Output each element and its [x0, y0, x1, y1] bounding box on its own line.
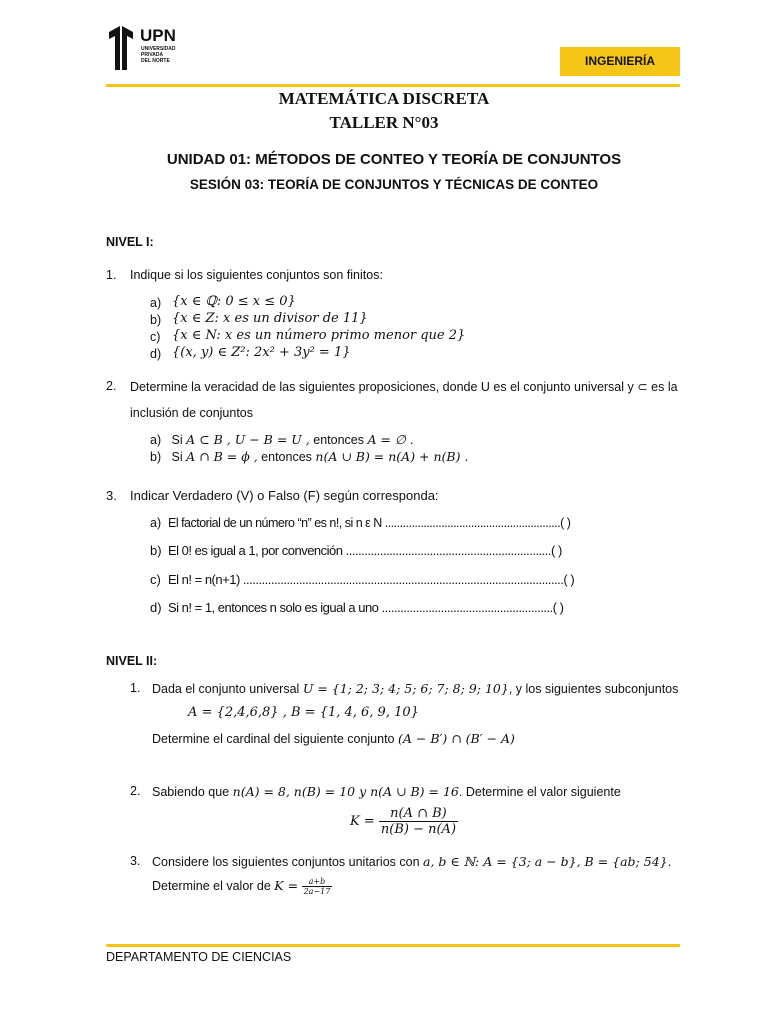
- n2-q1-text: Dada el conjunto universal U = {1; 2; 3; 4; 5; 6; 7; 8; 9; 10}, y los siguientes subconjuntos: [152, 681, 679, 696]
- q1-number: 1.: [106, 268, 117, 282]
- q3-item-label: a): [150, 516, 162, 530]
- n2-q1-number: 1.: [130, 681, 141, 695]
- n2-q1-sets: A = {2,4,6,8} , B = {1, 4, 6, 9, 10}: [188, 705, 419, 720]
- n2-q2-number: 2.: [130, 784, 141, 798]
- n2-q3-number: 3.: [130, 854, 141, 868]
- q1-item-label: b): [150, 313, 162, 327]
- footer-department: DEPARTAMENTO DE CIENCIAS: [106, 950, 292, 964]
- workshop-title: TALLER N°03: [329, 113, 439, 132]
- q1-item-label: a): [150, 296, 162, 310]
- faculty-badge: INGENIERÍA: [560, 47, 680, 76]
- q3-item-text: El factorial de un número “n” es n!, si n ε N ...........................................................( ): [168, 516, 571, 530]
- unit-title: UNIDAD 01: MÉTODOS DE CONTEO Y TEORÍA DE CONJUNTOS: [166, 151, 622, 168]
- q1-item-expr: {x ∈ N: x es un número primo menor que 2}: [172, 328, 466, 343]
- n2-q1-ask: Determine el cardinal del siguiente conjunto (A − B′) ∩ (B′ − A): [152, 731, 515, 746]
- q3-number: 3.: [106, 488, 117, 503]
- q3-item-text: El n! = n(n+1) .......................................................................................................( ): [168, 572, 575, 587]
- level1-heading: NIVEL I:: [106, 235, 154, 249]
- q2-text-cont: inclusión de conjuntos: [130, 406, 253, 420]
- q1-item-label: c): [150, 330, 161, 344]
- q3-item-label: c): [150, 572, 161, 587]
- q3-item-text: Si n! = 1, entonces n solo es igual a uno .......................................................( ): [168, 600, 564, 615]
- q2-number: 2.: [106, 379, 117, 393]
- n2-q3-ask: Determine el valor de K = $\frac{a+b}{2a-17}$: [152, 877, 331, 896]
- q3-item-label: d): [150, 600, 162, 615]
- n2-q3-text: Considere los siguientes conjuntos unitarios con a, b ∈ ℕ: A = {3; a − b}, B = {ab; 54}.: [152, 854, 672, 869]
- n2-q2-text: Sabiendo que n(A) = 8, n(B) = 10 y n(A ∪ B) = 16. Determine el valor siguiente: [152, 784, 621, 799]
- q3-item-text: El 0! es igual a 1, por convención ..................................................................( ): [168, 543, 562, 558]
- n2-q2-formula: K = $\frac{n(A \cap B)}{n(B) - n(A)}$: [350, 806, 457, 837]
- upn-logo-icon: [106, 26, 136, 70]
- q3-text: Indicar Verdadero (V) o Falso (F) según corresponda:: [130, 488, 439, 503]
- footer-rule: [106, 944, 680, 947]
- q1-item-expr: {(x, y) ∈ Z²: 2x² + 3y² = 1}: [172, 345, 351, 360]
- course-title: MATEMÁTICA DISCRETA: [278, 89, 490, 108]
- logo-subtitle: UNIVERSIDAD PRIVADA DEL NORTE: [141, 46, 176, 64]
- q2-item-b: b) Si A ∩ B = ϕ , entonces n(A ∪ B) = n(A) + n(B) .: [150, 449, 469, 464]
- q1-text: Indique si los siguientes conjuntos son finitos:: [130, 268, 383, 282]
- q1-item-expr: {x ∈ Z: x es un divisor de 11}: [172, 311, 368, 326]
- q3-item-label: b): [150, 543, 162, 558]
- session-title: SESIÓN 03: TEORÍA DE CONJUNTOS Y TÉCNICAS DE CONTEO: [189, 177, 599, 192]
- q2-item-a: a) Si A ⊂ B , U − B = U , entonces A = ∅ .: [150, 432, 414, 447]
- q1-item-expr: {x ∈ ℚ: 0 ≤ x ≤ 0}: [172, 294, 296, 309]
- q2-text: Determine la veracidad de las siguientes proposiciones, donde U es el conjunto universal y ⊂ es la: [130, 380, 678, 394]
- logo-text: UPN: [140, 26, 176, 45]
- level2-heading: NIVEL II:: [106, 654, 158, 668]
- q1-item-label: d): [150, 347, 162, 361]
- upn-logo: [106, 26, 206, 72]
- header-rule: [106, 84, 680, 87]
